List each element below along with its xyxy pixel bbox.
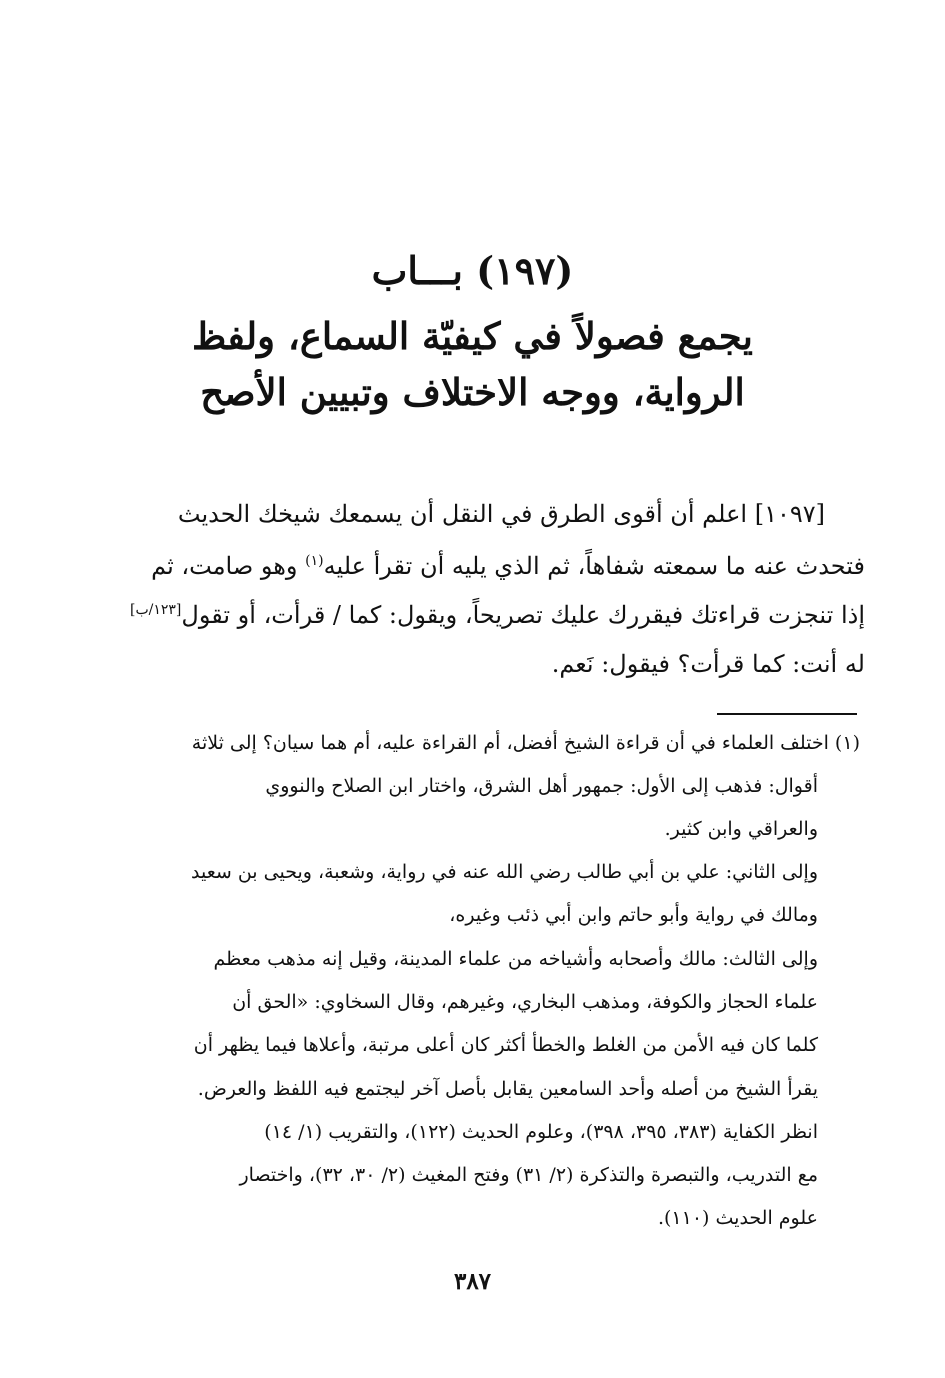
footnote-line: ومالك في رواية وأبو حاتم وابن أبي ذئب وغيره،: [449, 904, 818, 926]
body-text-line-2: [90, 554, 865, 578]
footnote-reference-mark: (١): [305, 553, 324, 569]
chapter-number: (١٩٧) بـــاب: [371, 248, 574, 293]
body-text-line-2-start: فتحدث عنه ما سمعته شفاهاً، ثم الذي يليه أن تقرأ عليه: [323, 552, 865, 580]
body-text-line-4: له أنت: كما قرأت؟ فيقول: نَعم.: [551, 650, 865, 678]
page-number: ٣٨٧: [453, 1268, 492, 1295]
footnote-line: وإلى الثاني: علي بن أبي طالب رضي الله عنه في رواية، وشعبة، ويحيى بن سعيد: [191, 861, 818, 883]
footnote-line: انظر الكفاية (٣٨٣، ٣٩٥، ٣٩٨)، وعلوم الحديث (١٢٢)، والتقريب (١/ ١٤): [264, 1121, 818, 1143]
body-text-line-3: [90, 603, 865, 627]
chapter-title-line-2: الرواية، ووجه الاختلاف وتبيين الأصح: [200, 370, 745, 414]
footnote-line: وإلى الثالث: مالك وأصحابه وأشياخه من علماء المدينة، وقيل إنه مذهب معظم: [213, 948, 818, 970]
body-text-line-1: [١٠٩٧] اعلم أن أقوى الطرق في النقل أن يسمعك شيخك الحديث: [177, 500, 825, 528]
footnote-line: كلما كان فيه الأمن من الغلط والخطأ أكثر كان أعلى مرتبة، وأعلاها فيما يظهر أن: [193, 1034, 818, 1056]
footnote-line: أقوال: فذهب إلى الأول: جمهور أهل الشرق، واختار ابن الصلاح والنووي: [265, 775, 818, 797]
footnote-line: (١) اختلف العلماء في أن قراءة الشيخ أفضل، أم القراءة عليه، أم هما سيان؟ إلى ثلاثة: [191, 732, 860, 754]
footnote-line: علوم الحديث (١١٠).: [657, 1207, 818, 1229]
footnote-line: يقرأ الشيخ من أصله وأحد السامعين يقابل بأصل آخر ليجتمع فيه اللفظ والعرض.: [197, 1078, 818, 1100]
chapter-title-line-1: يجمع فصولاً في كيفيّة السماع، ولفظ: [192, 314, 753, 358]
body-text-line-3-main: إذا تنجزت قراءتك فيقررك عليك تصريحاً، ويقول: كما / قرأت، أو تقول: [181, 601, 865, 629]
body-text-line-2-end: وهو صامت، ثم: [151, 552, 306, 580]
footnote-line: مع التدريب، والتبصرة والتذكرة (٢/ ٣١) وفتح المغيث (٢/ ٣٠، ٣٢)، واختصار: [239, 1164, 818, 1186]
footnote-line: والعراقي وابن كثير.: [664, 818, 818, 840]
footnote-separator: [717, 713, 857, 715]
manuscript-folio-marker: [١٢٣/ب]: [130, 602, 182, 618]
footnote-line: علماء الحجاز والكوفة، ومذهب البخاري، وغيرهم، وقال السخاوي: «الحق أن: [232, 991, 818, 1013]
